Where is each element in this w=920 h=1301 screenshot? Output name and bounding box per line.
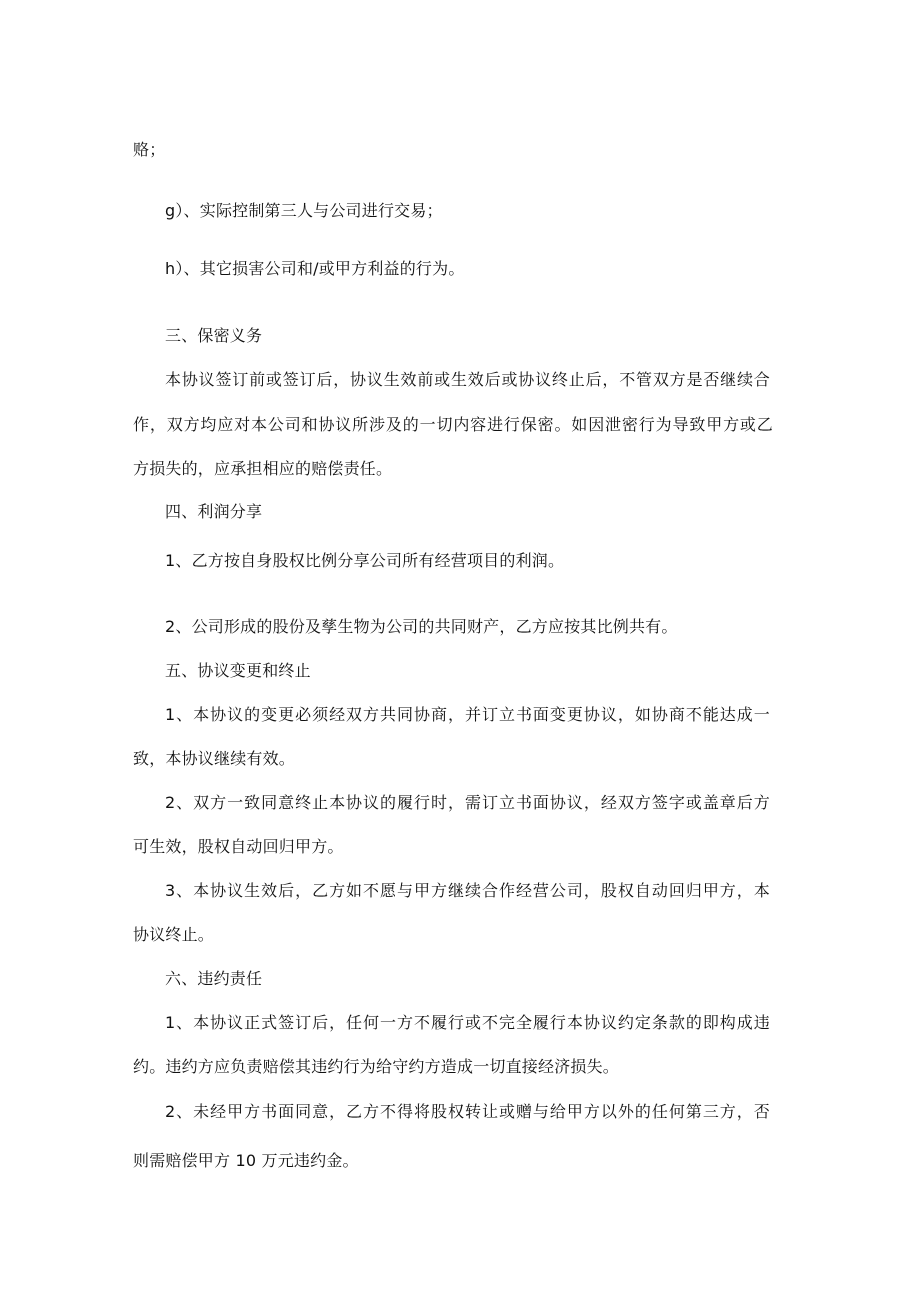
section-heading-profit-sharing: 四、利润分享 [165,502,263,521]
paragraph-line: 2、双方一致同意终止本协议的履行时，需订立书面协议，经双方签字或盖章后方 [165,793,770,812]
clause-g: g）、实际控制第三人与公司进行交易； [165,201,443,220]
paragraph-line: 可生效，股权自动回归甲方。 [133,837,344,856]
paragraph-line: 约。违约方应负责赔偿其违约行为给守约方造成一切直接经济损失。 [133,1057,620,1076]
paragraph-line: 本协议签订前或签订后，协议生效前或生效后或协议终止后，不管双方是否继续合 [165,370,770,389]
paragraph-line: 1、乙方按自身股权比例分享公司所有经营项目的利润。 [165,551,565,570]
text-line-continuation: 赂； [133,140,166,159]
paragraph-line: 2、未经甲方书面同意，乙方不得将股权转让或赠与给甲方以外的任何第三方，否 [165,1102,770,1121]
section-heading-breach-liability: 六、违约责任 [165,969,263,988]
paragraph-line: 方损失的，应承担相应的赔偿责任。 [133,459,393,478]
paragraph-line: 1、本协议正式签订后，任何一方不履行或不完全履行本协议约定条款的即构成违 [165,1013,770,1032]
paragraph-line: 致，本协议继续有效。 [133,749,296,768]
section-heading-confidentiality: 三、保密义务 [165,326,263,345]
clause-h: h）、其它损害公司和/或甲方利益的行为。 [165,259,465,278]
paragraph-line: 作，双方均应对本公司和协议所涉及的一切内容进行保密。如因泄密行为导致甲方或乙 [133,415,773,434]
paragraph-line: 3、本协议生效后，乙方如不愿与甲方继续合作经营公司，股权自动回归甲方，本 [165,881,770,900]
paragraph-line: 则需赔偿甲方 10 万元违约金。 [133,1151,359,1170]
paragraph-line: 2、公司形成的股份及孳生物为公司的共同财产，乙方应按其比例共有。 [165,617,678,636]
section-heading-change-termination: 五、协议变更和终止 [165,661,311,680]
paragraph-line: 1、本协议的变更必须经双方共同协商，并订立书面变更协议，如协商不能达成一 [165,705,770,724]
paragraph-line: 协议终止。 [133,925,215,944]
